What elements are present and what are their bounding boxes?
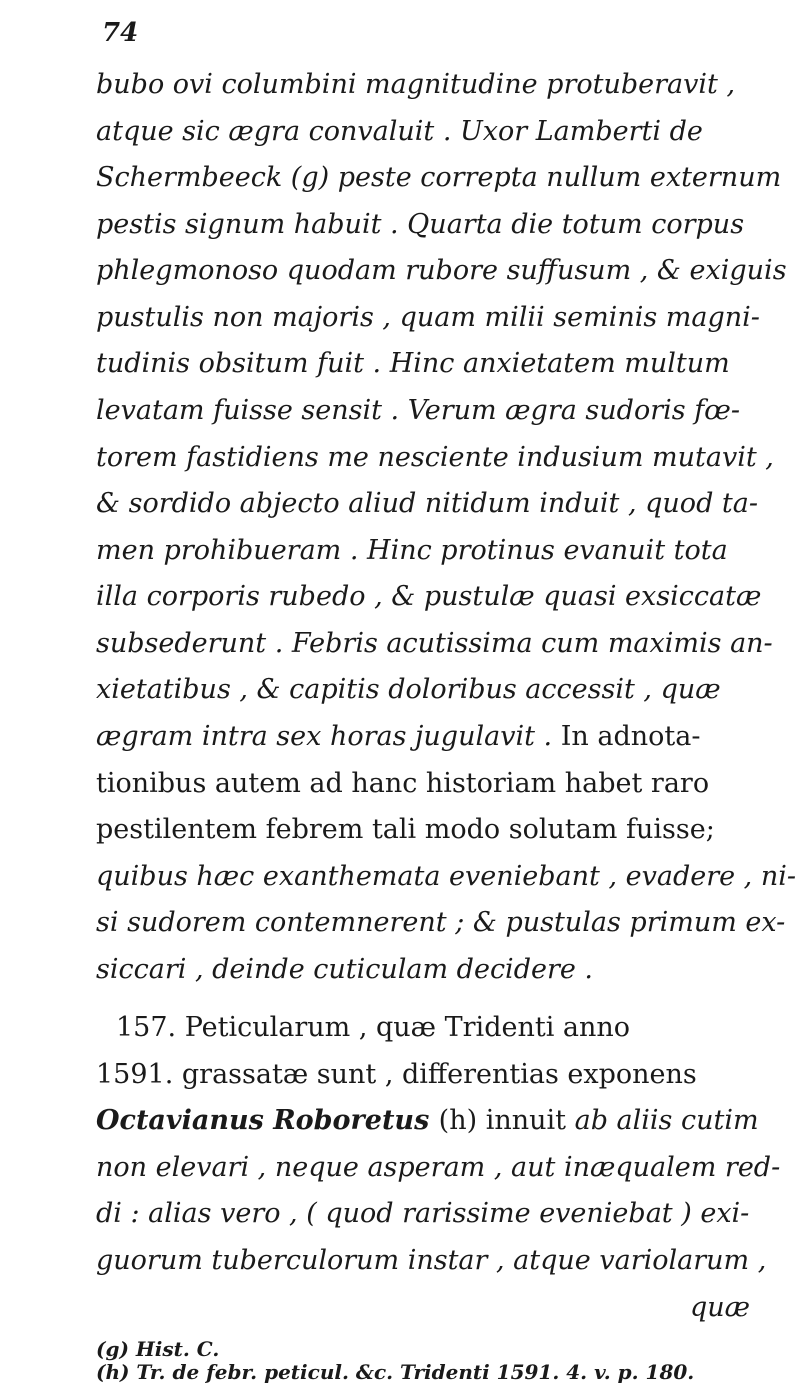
text-line: Schermbeeck (g) peste correpta nullum externum [96, 162, 782, 193]
text-line: 157. Peticularum , quæ Tridenti anno [116, 1012, 631, 1043]
text-line: pustulis non majoris , quam milii seminis magni- [96, 302, 760, 333]
text-line: bubo ovi columbini magnitudine protuberavit , [96, 69, 736, 100]
text-line: siccari , deinde cuticulam decidere . [96, 954, 594, 985]
text-line: tionibus autem ad hanc historiam habet raro [96, 768, 710, 799]
text-line: si sudorem contemnerent ; & pustulas primum ex- [96, 907, 786, 938]
author-name: Octavianus Roboretus [96, 1105, 439, 1136]
footnote: (h) Tr. de febr. peticul. &c. Tridenti 1591. 4. v. p. 180. [96, 1360, 695, 1384]
text-line: pestilentem febrem tali modo solutam fuisse; [96, 814, 715, 845]
text-span: (h) innuit [438, 1105, 575, 1136]
text-line: guorum tuberculorum instar , atque variolarum , [96, 1245, 767, 1276]
text-line: tudinis obsitum fuit . Hinc anxietatem multum [96, 348, 730, 379]
text-line: men prohibueram . Hinc protinus evanuit tota [96, 535, 728, 566]
catchword: quæ [690, 1292, 751, 1323]
text-line: subsederunt . Febris acutissima cum maximis an- [96, 628, 773, 659]
text-span: ægram intra sex horas jugulavit . [96, 721, 561, 752]
text-line: di : alias vero , ( quod rarissime eveniebat ) exi- [96, 1198, 750, 1229]
text-line [96, 719, 756, 755]
text-line: non elevari , neque asperam , aut inæqualem red- [96, 1152, 781, 1183]
text-span: In adnota- [560, 721, 701, 752]
text-line: atque sic ægra convaluit . Uxor Lamberti de [96, 116, 703, 147]
text-line: levatam fuisse sensit . Verum ægra sudoris fœ- [96, 395, 741, 426]
text-line: illa corporis rubedo , & pustulæ quasi exsiccatæ [96, 581, 762, 612]
text-line: 1591. grassatæ sunt , differentias exponens [96, 1059, 697, 1090]
text-line: pestis signum habuit . Quarta die totum corpus [96, 209, 745, 240]
text-line: xietatibus , & capitis doloribus accessit , quæ [96, 674, 721, 705]
text-line: phlegmonoso quodam rubore suffusum , & exiguis [96, 255, 787, 286]
text-span: ab aliis cutim [574, 1105, 759, 1136]
text-line: & sordido abjecto aliud nitidum induit , quod ta- [96, 488, 759, 519]
footnote: (g) Hist. C. [96, 1337, 220, 1361]
text-line: torem fastidiens me nesciente indusium mutavit , [96, 442, 774, 473]
text-line: quibus hæc exanthemata eveniebant , evadere , ni- [96, 861, 796, 892]
page-number: 74 [102, 18, 139, 48]
text-line [96, 1103, 759, 1139]
